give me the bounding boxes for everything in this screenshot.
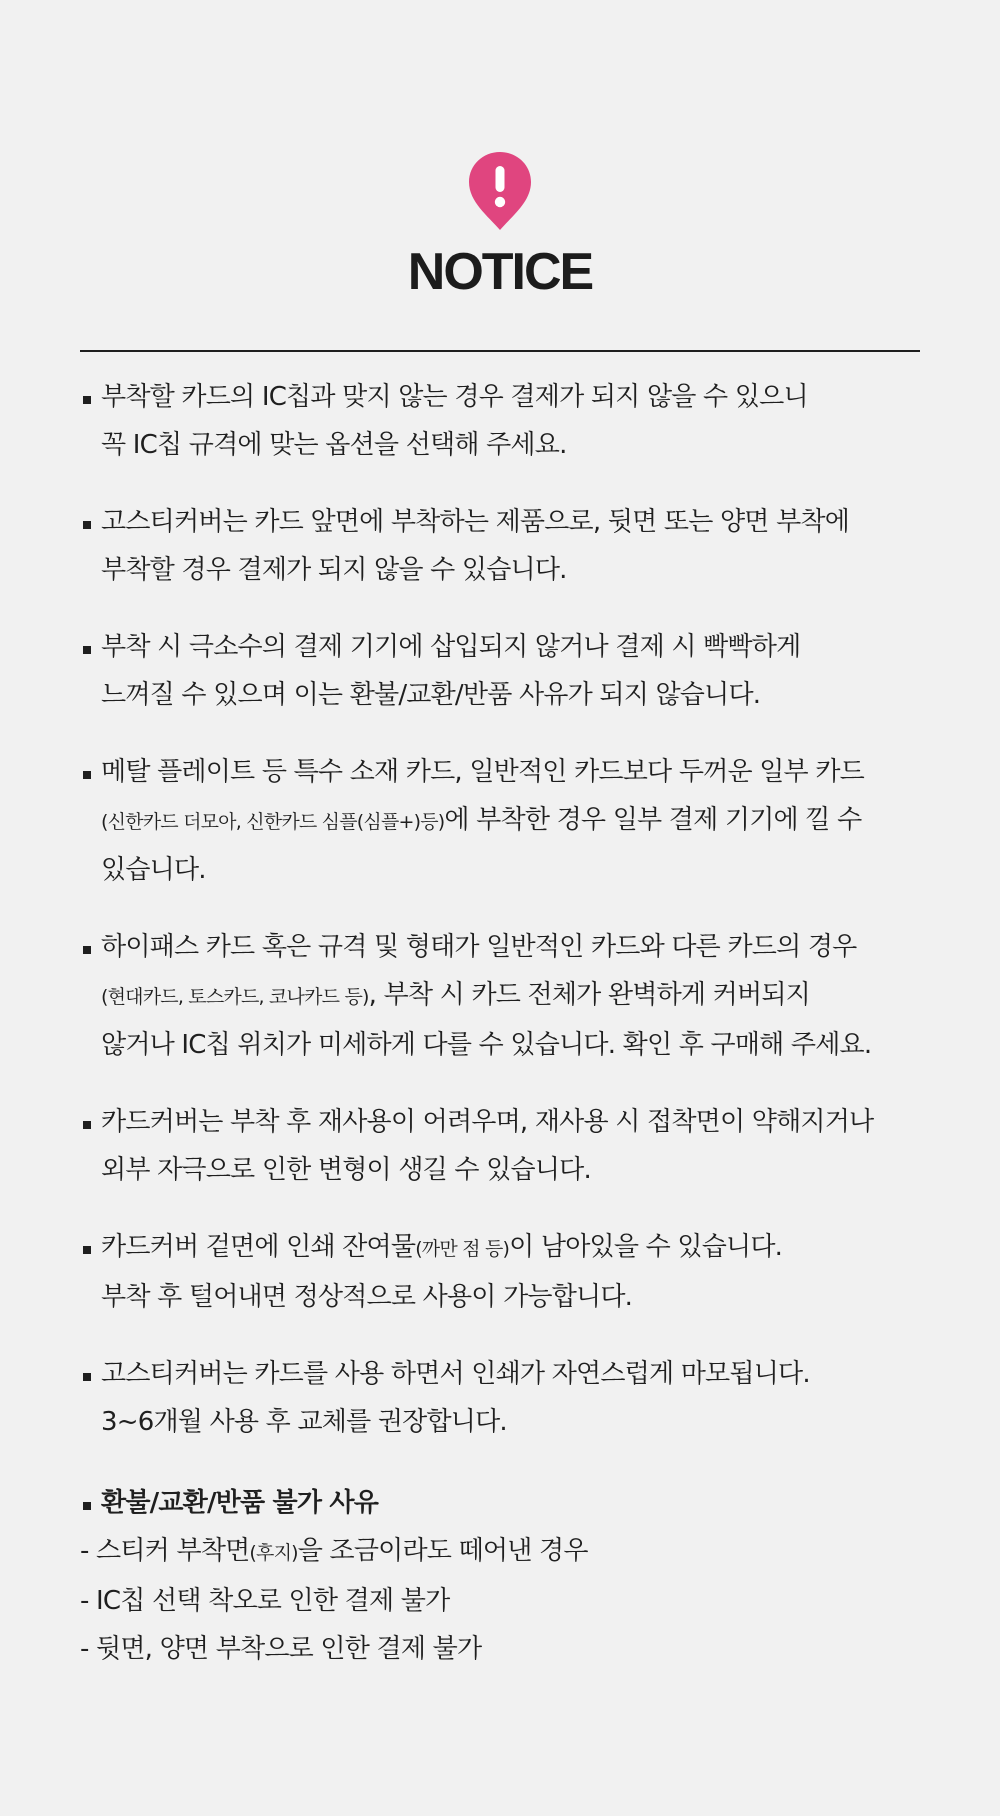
- text-segment: 꼭 IC칩 규격에 맞는 옵션을 선택해 주세요.: [101, 430, 567, 460]
- text-segment: 카드커버는 부착 후 재사용이 어려우며, 재사용 시 접착면이 약해지거나: [101, 1107, 874, 1137]
- notice-line: [101, 1223, 930, 1273]
- text-segment: 않거나 IC칩 위치가 미세하게 다를 수 있습니다. 확인 후 구매해 주세요.: [101, 1030, 872, 1060]
- text-segment: 있습니다.: [101, 855, 206, 885]
- notice-line: [101, 373, 930, 421]
- notice-line: [101, 1273, 930, 1321]
- refund-title: 환불/교환/반품 불가 사유: [101, 1488, 379, 1518]
- notice-line: [101, 846, 930, 894]
- notice-line: [101, 971, 930, 1021]
- text-segment: 부착할 카드의 IC칩과 맞지 않는 경우 결제가 되지 않을 수 있으니: [101, 382, 808, 412]
- notice-item: [80, 373, 930, 469]
- text-segment: 부착 시 극소수의 결제 기기에 삽입되지 않거나 결제 시 빡빡하게: [101, 632, 801, 662]
- text-segment: 부착 후 털어내면 정상적으로 사용이 가능합니다.: [101, 1282, 633, 1312]
- notice-line: [101, 748, 930, 796]
- text-segment: , 부착 시 카드 전체가 완벽하게 커버되지: [368, 980, 810, 1010]
- text-segment: 카드커버 겉면에 인쇄 잔여물: [101, 1232, 416, 1262]
- notice-line: [101, 796, 930, 846]
- notice-item: [80, 923, 930, 1069]
- text-segment: 하이패스 카드 혹은 규격 및 형태가 일반적인 카드와 다른 카드의 경우: [101, 932, 857, 962]
- divider: [80, 350, 920, 352]
- refund-items: [80, 1527, 930, 1673]
- notice-item: [80, 1223, 930, 1321]
- text-segment: - 스티커 부착면: [80, 1536, 250, 1566]
- notice-item: [80, 1350, 930, 1446]
- notice-line: [101, 1146, 930, 1194]
- notice-line: [101, 498, 930, 546]
- note-text: (까만 점 등): [415, 1238, 510, 1260]
- notice-line: [101, 421, 930, 469]
- notice-item: [80, 1098, 930, 1194]
- text-segment: 이 남아있을 수 있습니다.: [509, 1232, 783, 1262]
- exclamation-pin-icon: [467, 150, 533, 232]
- notice-line: [101, 623, 930, 671]
- note-text: (현대카드, 토스카드, 코나카드 등): [101, 986, 369, 1008]
- notice-line: [101, 1021, 930, 1069]
- text-segment: - IC칩 선택 착오로 인한 결제 불가: [80, 1586, 450, 1616]
- note-text: (신한카드 더모아, 신한카드 심플(심플+)등): [101, 811, 445, 833]
- text-segment: 에 부착한 경우 일부 결제 기기에 낄 수: [444, 805, 862, 835]
- text-segment: 고스티커버는 카드 앞면에 부착하는 제품으로, 뒷면 또는 양면 부착에: [101, 507, 850, 537]
- notice-line: [101, 923, 930, 971]
- text-segment: 고스티커버는 카드를 사용 하면서 인쇄가 자연스럽게 마모됩니다.: [101, 1359, 810, 1389]
- notice-list: [80, 373, 930, 1475]
- text-segment: 느껴질 수 있으며 이는 환불/교환/반품 사유가 되지 않습니다.: [101, 680, 761, 710]
- refund-reason: [80, 1625, 930, 1673]
- notice-line: [101, 1398, 930, 1446]
- refund-heading-item: [80, 1479, 930, 1527]
- text-segment: 을 조금이라도 떼어낸 경우: [297, 1536, 588, 1566]
- text-segment: 외부 자극으로 인한 변형이 생길 수 있습니다.: [101, 1155, 591, 1185]
- text-segment: 메탈 플레이트 등 특수 소재 카드, 일반적인 카드보다 두꺼운 일부 카드: [101, 757, 864, 787]
- notice-header: [0, 150, 1000, 302]
- notice-line: [101, 546, 930, 594]
- notice-line: [101, 1350, 930, 1398]
- notice-line: [101, 1098, 930, 1146]
- text-segment: - 뒷면, 양면 부착으로 인한 결제 불가: [80, 1634, 482, 1664]
- notice-item: [80, 623, 930, 719]
- refund-reason: [80, 1527, 930, 1577]
- page-title: NOTICE: [407, 243, 593, 301]
- notice-item: [80, 748, 930, 894]
- refund-reason: [80, 1577, 930, 1625]
- text-segment: 부착할 경우 결제가 되지 않을 수 있습니다.: [101, 555, 567, 585]
- text-segment: 3~6개월 사용 후 교체를 권장합니다.: [101, 1407, 507, 1437]
- refund-section: [80, 1479, 930, 1673]
- notice-line: [101, 671, 930, 719]
- notice-item: [80, 498, 930, 594]
- note-text: (후지): [249, 1542, 298, 1564]
